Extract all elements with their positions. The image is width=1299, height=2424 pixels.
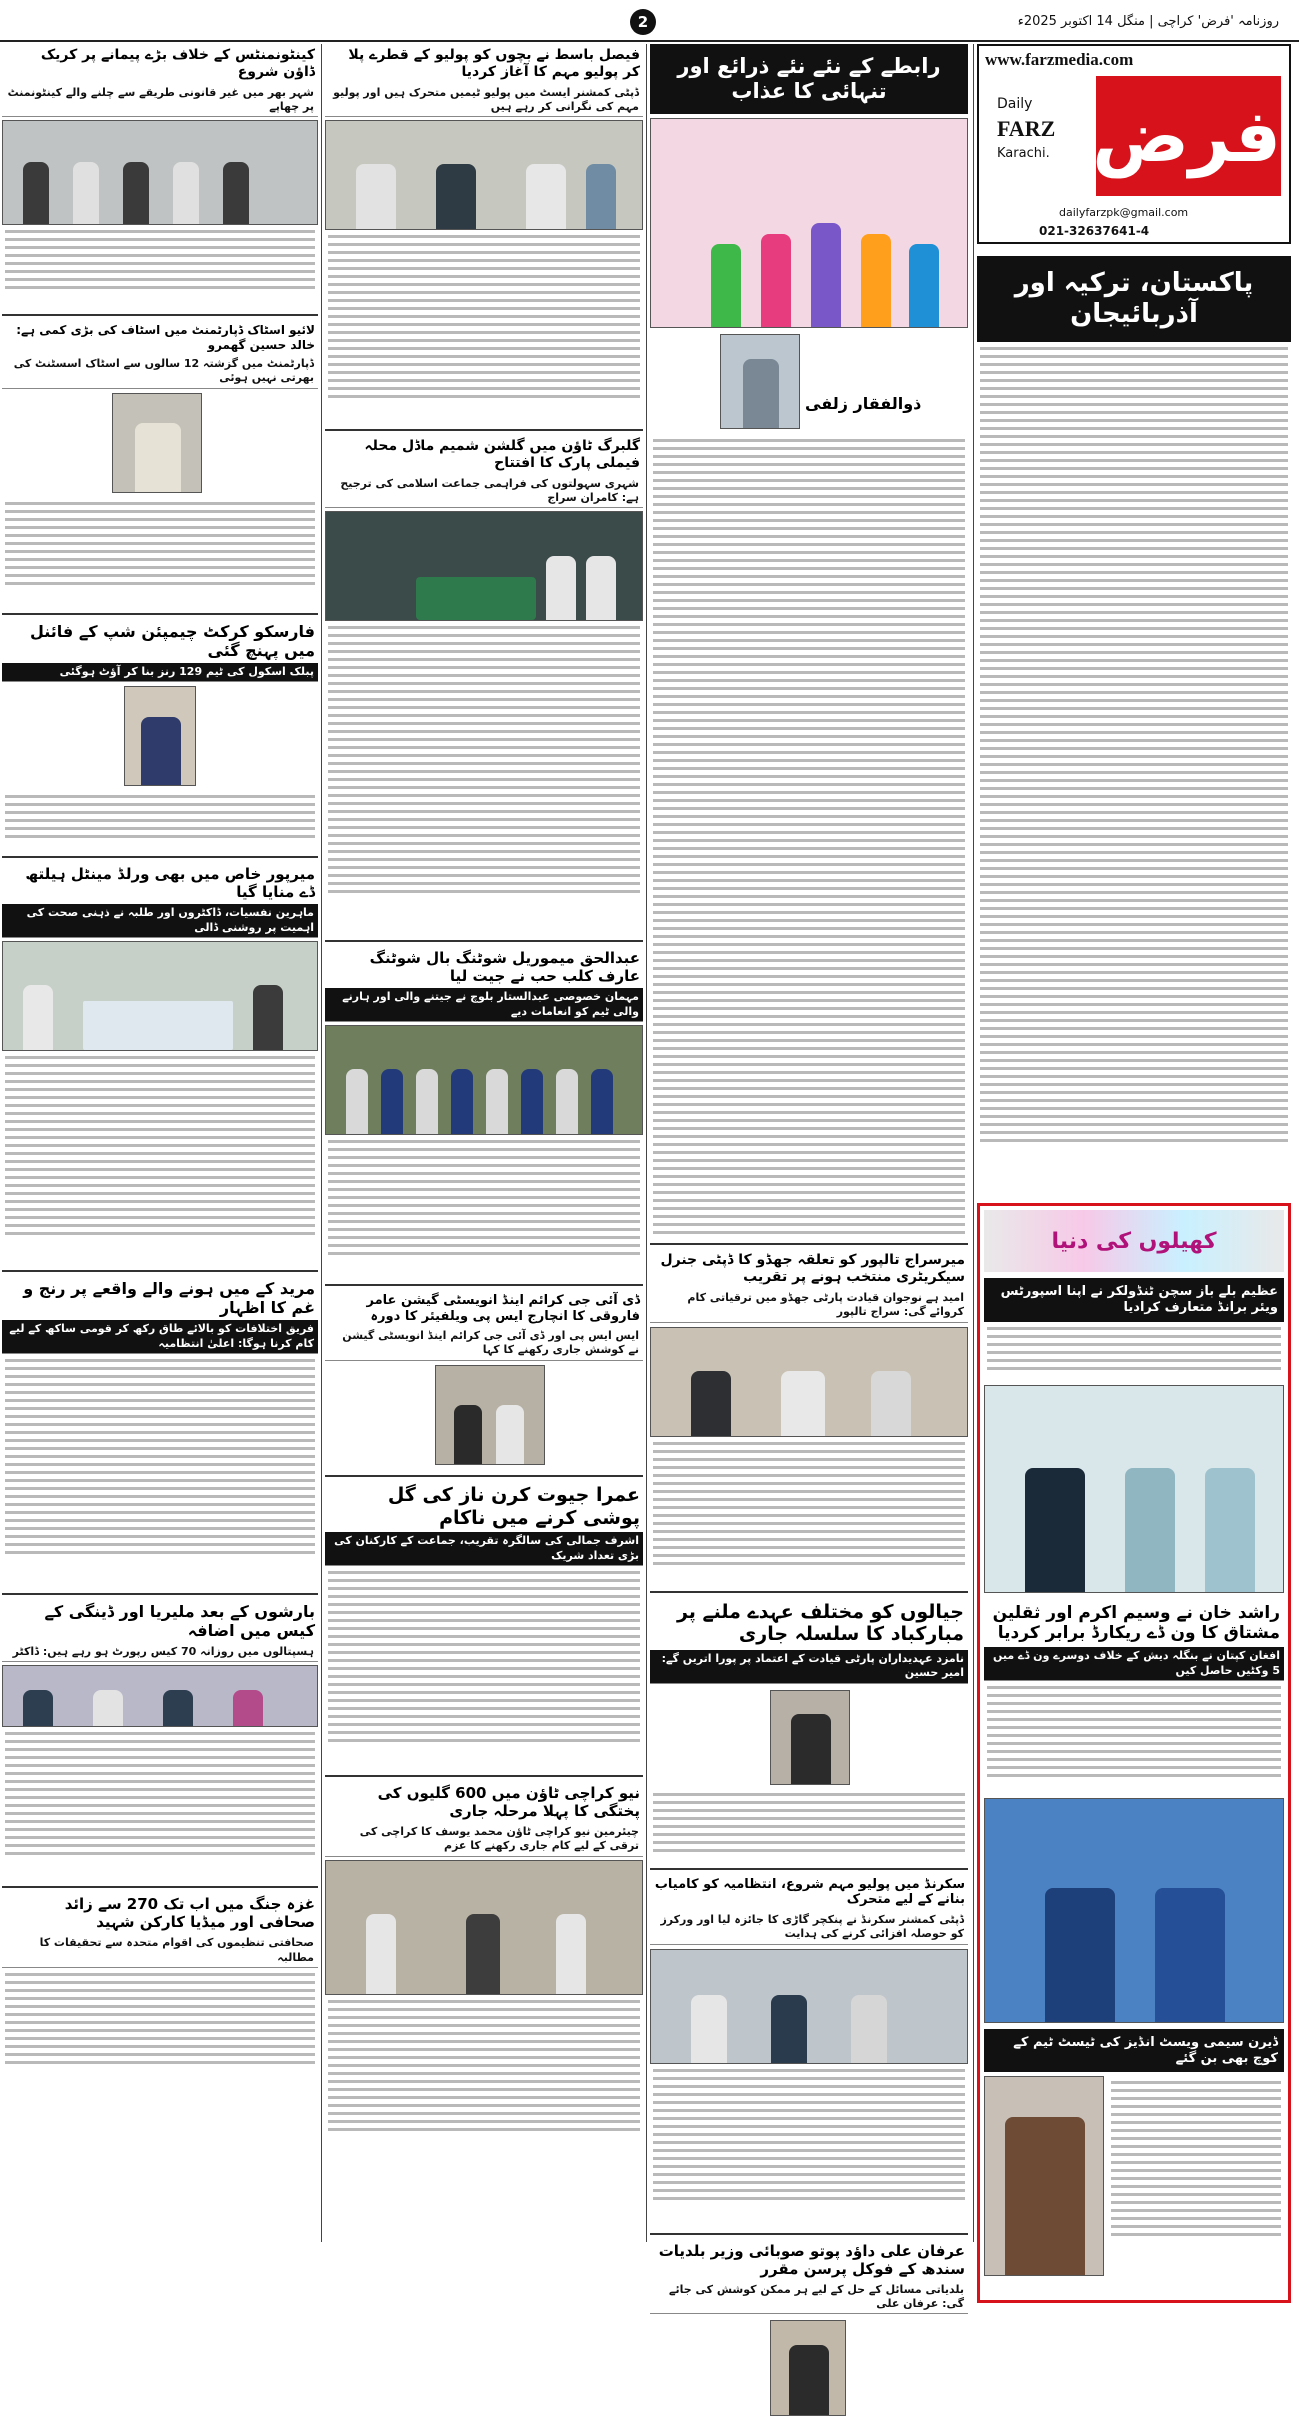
column-1 <box>2 44 318 2242</box>
article-body <box>325 1571 643 1771</box>
park-inauguration-photo <box>325 511 643 621</box>
website-url: www.farzmedia.com <box>985 50 1134 69</box>
article-headline: عمرا جیوت کرن ناز کی گل پوشی کرنے میں ناکام <box>387 1483 640 1529</box>
sports-section <box>977 1203 1291 2303</box>
article-body <box>325 626 643 936</box>
social-media-illustration <box>650 118 968 328</box>
street-paving-photo <box>325 1860 643 1995</box>
article-headline: لائیو اسٹاک ڈپارٹمنٹ میں اسٹاف کی بڑی کمی ہے: خالد حسین گھمرو <box>16 323 315 352</box>
article-headline: فیصل باسط نے بچوں کو پولیو کے قطرے پلا کر پولیو مہم کا آغاز کردیا <box>348 47 640 80</box>
phone: 021-32637641-4 <box>1039 224 1150 238</box>
article-headline: بارشوں کے بعد ملیریا اور ڈینگی کے کیس میں اضافہ <box>44 1601 315 1640</box>
article-subheadline: ہسپتالوں میں روزانہ 70 کیس رپورٹ ہو رہے ہیں: ڈاکٹر <box>2 1643 318 1662</box>
ceremony-photo <box>650 1327 968 1437</box>
sports1-headline: عظیم بلے باز سچن ٹنڈولکر نے اپنا اسپورٹس ویئر برانڈ متعارف کرادیا <box>984 1278 1284 1321</box>
sports2-photo <box>984 1798 1284 2023</box>
sports1-body <box>984 1327 1284 1385</box>
logo-city: Karachi. <box>997 146 1050 161</box>
article-body <box>650 1442 968 1587</box>
logo <box>1092 76 1281 196</box>
sports-banner <box>984 1210 1284 1272</box>
editorial-headline: پاکستان، ترکیہ اور آذربائیجان <box>977 256 1291 342</box>
article-subheadline: پبلک اسکول کی ٹیم 129 رنز بنا کر آؤٹ ہوگئی <box>2 663 318 682</box>
article-headline: غزہ جنگ میں اب تک 270 سے زائد صحافی اور میڈیا کارکن شہید <box>64 1895 315 1932</box>
article-subheadline: چیئرمین نیو کراچی ٹاؤن محمد یوسف کا کراچی کی ترقی کے لیے کام جاری رکھنے کا عزم <box>325 1823 643 1857</box>
sports-section-title: کھیلوں کی دنیا <box>1051 1228 1217 1254</box>
logo-latin: FARZ <box>997 116 1056 141</box>
article-subheadline: ایس ایس پی اور ڈی آئی جی کرائم اینڈ انویسٹی گیشن نے کوشش جاری رکھنے کا کہا <box>325 1327 643 1361</box>
article-headline: عرفان علی داؤد پوتو صوبائی وزیر بلدیات سندھ کے فوکل پرسن مقرر <box>658 2241 965 2278</box>
columnist-photo <box>720 334 800 429</box>
article-subheadline: شہری سہولتوں کی فراہمی جماعت اسلامی کی ترجیح ہے: کامران سراج <box>325 475 643 509</box>
article-body <box>2 790 318 850</box>
column-3 <box>650 44 968 2310</box>
sports2-headline: راشد خان نے وسیم اکرم اور ثقلین مشتاق کا ون ڈے ریکارڈ برابر کردیا <box>992 1602 1280 1643</box>
article-headline: میرپور خاص میں بھی ورلڈ مینٹل ہیلتھ ڈے منایا گیا <box>25 865 315 902</box>
article-subheadline: ڈپٹی کمشنر سکرنڈ نے پنکچر گاڑی کا جائزہ لیا اور ورکرز کو حوصلہ افزائی کرنے کی ہدایت <box>650 1911 968 1945</box>
article-headline: عبدالحق میموریل شوٹنگ بال شوٹنگ عارف کلب حب نے جیت لیا <box>369 949 640 986</box>
article-subheadline: فریق اختلافات کو بالائے طاق رکھ کر قومی ساکھ کے لیے کام کرنا ہوگا: اعلیٰ انتظامیہ <box>2 1320 318 1354</box>
polio-drops-photo <box>325 120 643 230</box>
article-body <box>2 1056 318 1266</box>
player-photo <box>124 686 196 786</box>
article-headline: گلبرگ ٹاؤن میں گلشن شمیم ماڈل محلہ فیملی پارک کا افتتاح <box>364 438 640 471</box>
portrait-photo <box>770 1690 850 1785</box>
article-subheadline: اشرف جمالی کی سالگرہ تقریب، جماعت کے کارکنان کی بڑی تعداد شریک <box>325 1532 643 1566</box>
article-headline: فارسکو کرکٹ چیمپئن شپ کے فائنل میں پہنچ گئی <box>29 621 315 660</box>
article-headline: رابطے کے نئے نئے ذرائع اور تنہائی کا عذاب <box>650 44 968 114</box>
article-body <box>325 1140 643 1280</box>
hospital-meeting-photo <box>2 1665 318 1727</box>
article-subheadline: ڈپٹی کمشنر ایسٹ میں پولیو ٹیمیں متحرک ہیں اور پولیو مہم کی نگرانی کر رہے ہیں <box>325 84 643 118</box>
article-subheadline: ڈپارٹمنٹ میں گزشتہ 12 سالوں سے اسٹاک اسسٹنٹ کی بھرتی نہیں ہوئی <box>2 355 318 389</box>
dateline: روزنامہ 'فرض' کراچی | منگل 14 اکتوبر 2025ء <box>1017 14 1279 29</box>
article-subheadline: نامزد عہدیداران پارٹی قیادت کے اعتماد پر پورا اتریں گے: امیر حسین <box>650 1650 968 1684</box>
article-body <box>650 2069 968 2229</box>
article-body <box>2 1359 318 1589</box>
team-photo <box>325 1025 643 1135</box>
article-headline: ڈی آئی جی کرائم اینڈ انویسٹی گیشن عامر فاروقی کا انچارج ایس پی ویلفیئر کا دورہ <box>366 1292 640 1324</box>
article-headline: کینٹونمنٹس کے خلاف بڑے پیمانے پر کریک ڈاؤن شروع <box>40 47 315 80</box>
page-header <box>0 0 1299 42</box>
column-divider <box>973 44 974 2242</box>
column-right <box>977 44 1291 2242</box>
article-body <box>2 1732 318 1882</box>
editorial-body <box>977 347 1291 1193</box>
dig-visit-photo <box>435 1365 545 1465</box>
article-headline: میرسراج تالپور کو تعلقہ جھڈو کا ڈپٹی جنرل سیکریٹری منتخب ہونے پر تقریب <box>660 1252 965 1286</box>
email: dailyfarzpk@gmail.com <box>1059 206 1189 219</box>
article-subheadline: مہمان خصوصی عبدالستار بلوچ نے جیتنے والی اور ہارنے والی ٹیم کو انعامات دیے <box>325 988 643 1022</box>
masthead <box>977 44 1291 244</box>
article-body <box>2 230 318 310</box>
portrait-photo <box>112 393 202 493</box>
article-subheadline: ماہرین نفسیات، ڈاکٹروں اور طلبہ نے ذہنی صحت کی اہمیت پر روشنی ڈالی <box>2 904 318 938</box>
column-divider <box>646 44 647 2242</box>
article-body <box>2 1973 318 2083</box>
column-divider <box>321 44 322 2242</box>
crackdown-photo <box>2 120 318 225</box>
page-number: 2 <box>630 9 656 35</box>
columnist-name: ذوالفقار زلفی <box>805 394 922 414</box>
article-body <box>650 439 968 1239</box>
sports2-sub: افغان کپتان نے بنگلہ دیش کے خلاف دوسرے ون ڈے میں 5 وکٹیں حاصل کیں <box>984 1647 1284 1681</box>
article-headline: سکرنڈ میں پولیو مہم شروع، انتظامیہ کو کامیاب بنانے کے لیے متحرک <box>654 1876 965 1908</box>
article-subheadline: بلدیاتی مسائل کے حل کے لیے ہر ممکن کوشش کی جائے گی: عرفان علی <box>650 2281 968 2315</box>
mental-health-walk-photo <box>2 941 318 1051</box>
article-headline: نیو کراچی ٹاؤن میں 600 گلیوں کی پختگی کا پہلا مرحلہ جاری <box>377 1783 640 1820</box>
column-2 <box>325 44 643 2242</box>
logo-text: فرض <box>1092 94 1281 178</box>
article-subheadline: صحافتی تنظیموں کی اقوام متحدہ سے تحقیقات کا مطالبہ <box>2 1934 318 1968</box>
sports1-photo <box>984 1385 1284 1593</box>
logo-daily: Daily <box>997 96 1033 112</box>
sports2-body <box>984 1686 1284 1798</box>
article-headline: جیالوں کو مختلف عہدے ملنے پر مبارکباد کا سلسلہ جاری <box>676 1600 964 1646</box>
article-subheadline: شہر بھر میں غیر قانونی طریقے سے چلنے والے کینٹونمنٹ پر چھاپے <box>2 84 318 118</box>
article-body <box>325 2000 643 2160</box>
sports3-photo <box>984 2076 1104 2276</box>
polio-campaign-photo <box>650 1949 968 2064</box>
article-body <box>2 497 318 607</box>
article-body <box>325 235 643 425</box>
portrait-photo <box>770 2320 846 2416</box>
article-headline: مرید کے میں ہونے والے واقعے پر رنج و غم کا اظہار <box>23 1278 315 1318</box>
article-body <box>650 1788 968 1864</box>
sports3-headline: ڈیرن سیمی ویسٹ انڈیز کی ٹیسٹ ٹیم کے کوچ بھی بن گئے <box>984 2029 1284 2072</box>
article-subheadline: امید ہے نوجوان قیادت پارٹی جھڈو میں ترقیاتی کام کروائے گی: سراج تالپور <box>650 1289 968 1323</box>
sports3-body <box>1108 2076 1284 2296</box>
